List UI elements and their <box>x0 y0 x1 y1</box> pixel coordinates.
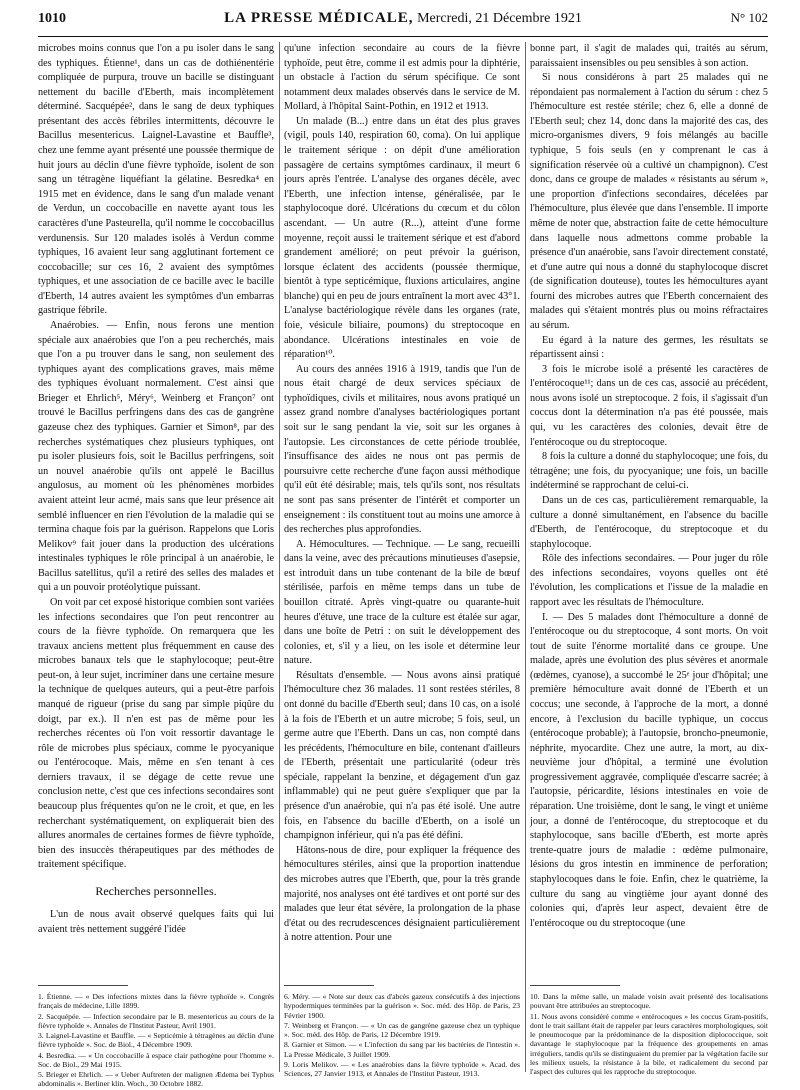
footnote-rule <box>38 985 128 986</box>
paragraph: Résultats d'ensemble. — Nous avons ainsi pratiqué l'hémoculture chez 36 malades. 11 sont restées stériles, 8 ont donné du bacille d'Eberth seul; dans 10 cas, on a isolé à la fois de l'Eberth et un autre microbe; 5 fois, seul, un germe autre que l'Eberth. Dans un cas, non compté dans les précédents, l'hémoculture en bile, contenant d'ailleurs de l'Eberth, présentait une particularité (odeur très spéciale, rappelant la benzine, et dégagement d'un gaz inflammable) qui ne peut guère s'expliquer que par la présence d'un anaérobie, qui n'a pas été isolé. Une autre fois, en l'absence du bacille d'Eberth, on a isolé un champignon inférieur, qui n'a pas été défini. <box>284 669 520 842</box>
column-2 <box>284 42 520 982</box>
footnote: 9. Loris Melikov. — « Les anaérobies dans la fièvre typhoïde ». Acad. des Sciences, 27 Janvier 1913, et Annales de l'Institut Pasteur, 1913. <box>284 1059 520 1078</box>
page-number: 1010 <box>38 11 66 26</box>
paragraph: On voit par cet exposé historique combien sont variées les infections secondaires que l'on peut rencontrer au cours de la fièvre typhoïde. On remarquera que les travaux anciens mettent plus fréquemment en cause des microbes banaux tels que le staphylocoque; peut-être peut-on, à leur sujet, incriminer dans une certaine mesure la technique de quelques auteurs, qui a peut-être parfois manqué de rigueur (prise du sang par simple piqûre du doigt, par ex.). Il n'en est pas de même pour les recherches récentes où l'on voit ressortir davantage le rôle de microbes plus spéciaux, comme le pyocyanique ou l'entérocoque. Mais, même en s'en tenant à ces derniers travaux, il se dégage de cette revue une conclusion nette, c'est que ces infections secondaires sont beaucoup plus fréquentes qu'on ne le croit, et que, en les recherchant systématiquement, on expliquerait bien des allures anormales de certaines formes de fièvre typhoïde, bien des insuccès thérapeutiques par des méthodes de traitement spécifique. <box>38 596 274 871</box>
paragraph: Rôle des infections secondaires. — Pour juger du rôle des infections secondaires, voyons quelles ont été l'évolution, les complications et l'issue de la maladie en rapport avec les résultats de l'hémoculture. <box>530 553 768 608</box>
footnote: 11. Nous avons considéré comme « entérocoques » les coccus Gram-positifs, dont le trait saillant était de rappeler par leurs caractères morphologiques, soit le pneumocoque par la prédominance de la disposition diplococcique, soit davantage le staphylocoque par la fréquence des groupements en amas irréguliers, tandis qu'ils se distinguaient du premier par la végétation facile sur les milieux usuels, la résistance à la bile, et radicalement du second par l'aspect des cultures qui les rapproche du streptocoque. <box>530 1011 768 1076</box>
paragraph: Si nous considérons à part 25 malades qui ne répondaient pas normalement à l'action du sérum : chez 5 l'hémoculture est restée stérile; chez 6, elle a donné de l'Eberth seul; chez 14, donc dans la majorité des cas, des micro-organismes divers, 9 fois mélangés au bacille typhique, 5 fois seuls (en y comprenant le cas à signification réservée où a cultivé un champignon). C'est donc, dans ce groupe de malades « résistants au sérum », une proportion d'infections secondaires, décelées par l'hémoculture, plus élevée que dans l'ensemble. Il importe même de noter que, abstraction faite de cette hémoculture dans laquelle nous admettons comme probable la présence d'un anaérobie, sans l'avoir directement constaté, et d'une autre qui nous a donné du staphylocoque discret (de signification douteuse), toutes les hémocultures ayant fourni des microbes autres que l'Eberth concernaient des malades qui s'étaient montrés plus ou moins réfractaires au sérum. <box>530 72 768 331</box>
paragraph: qu'une infection secondaire au cours de la fièvre typhoïde, peut être, comme il est admis pour la diphtérie, un obstacle à l'action du sérum spécifique. Ce sont notamment deux malades observés dans le service de M. Mollard, à l'hôpital Saint-Pothin, en 1912 et 1913. <box>284 43 520 113</box>
issue-date: Mercredi, 21 Décembre 1921 <box>417 11 582 26</box>
footnote: 3. Laignel-Lavastine et Bauffle. — « Septicémie à tétragènes au déclin d'une fièvre typhoïde ». Soc. de Biol., 4 Décembre 1909. <box>38 1031 274 1050</box>
paragraph: Un malade (B...) entre dans un état des plus graves (vigil, pouls 140, respiration 60, coma). On lui applique le traitement sérique : on dépit d'une amélioration passagère de certains symptômes cardinaux, il meurt 6 jours après l'entrée. L'analyse des organes décèle, avec l'Eberth, une infection intense, généralisée, par le staphylocoque doré. Ulcérations du cœcum et du côlon ascendant. — Un autre (R...), atteint d'une forme moyenne, reçoit aussi le traitement sérique et est d'abord grandement amélioré; on peut prévoir la guérison, lorsque éclatent des accidents (poussée thermique, bientôt à type septicémique, fluxions articulaires, angine blanche) qui en peu de jours entraînent la mort avec 43°1. L'analyse bactériologique révèle dans les organes (rate, foie, vésicule biliaire, poumons) du streptocoque en abondance. Ulcérations intestinales en voie de réparation¹⁰. <box>284 115 520 361</box>
footnote: 6. Méry. — « Note sur deux cas d'abcès gazeux consécutifs à des injections hypodermiques terminées par la guérison ». Soc. méd. des Hôp. de Paris, 23 Février 1900. <box>284 992 520 1020</box>
footnotes-column-1 <box>38 992 274 1090</box>
issue-number: N° 102 <box>730 10 768 25</box>
paragraph: Eu égard à la nature des germes, les résultats se répartissent ainsi : <box>530 334 768 361</box>
column-3 <box>530 42 768 982</box>
section-heading: Recherches personnelles. <box>95 883 217 898</box>
footnote: 4. Besredka. — « Un coccobacille à espace clair pathogène pour l'homme ». Soc. de Biol., 29 Mai 1915. <box>38 1050 274 1069</box>
footnotes-column-3 <box>530 992 768 1077</box>
paragraph: A. Hémocultures. — Technique. — Le sang, recueilli dans la veine, avec des précautions minutieuses d'asepsie, est introduit dans un tube contenant de la bile de bœuf stérilisée, parfois en même temps dans un tube de bouillon citraté. Après vingt-quatre ou quarante-huit heures d'étuve, une trace de la culture est étalée sur agar, dans une boîte de Petri : on suit le développement des colonies, et, s'il y a lieu, on les isole et détermine leur nature. <box>284 538 520 667</box>
paragraph: 3 fois le microbe isolé a présenté les caractères de l'entérocoque¹¹; dans un de ces cas, associé au précédent, nous avons isolé un streptocoque. 2 fois, il s'agissait d'un coccus dont la détermination n'a pas été poussée, mais qui, vu les caractères des colonies, devait être de l'entérocoque ou du streptocoque. <box>530 363 768 448</box>
paragraph: microbes moins connus que l'on a pu isoler dans le sang des typhiques. Étienne¹, dans un cas de dothiénentérie compliquée de purpura, trouve un bacille se distinguant nettement du bacille d'Eberth, mais incomplètement déterminé. Sacquépée², dans le sang de deux typhiques présentant des accès fébriles intermittents, découvre le Bacillus mesentericus. Laignel-Lavastine et Bauffle³, chez une femme ayant présenté une poussée thermique de huit jours au déclin d'une fièvre typhoïde, isolent de son sang un tétragène liquéfiant la gélatine. Besredka⁴ en 1915 met en évidence, dans le sang d'un malade venant de Verdun, un coccobacille en navette ayant tous les caractères d'une Pasteurella, qu'il nomme le coccobacillus verdunensis. Sur 120 malades isolés à Verdun comme typhiques, 16 avaient leur sang agglutinant fortement ce coccobacille; sur ces 16, 2 avaient des symptômes typhiques, et une association de ce bacille avec le bacille d'Eberth, 14 autres avaient les symptômes d'un embarras gastrique fébrile. <box>38 43 274 317</box>
footnote: 10. Dans la même salle, un malade voisin avait présenté des localisations pouvant être attribuées au streptocoque. <box>530 992 768 1011</box>
footnote: 7. Weinberg et Françon. — « Un cas de gangrène gazeuse chez un typhique ». Soc. méd. des Hôp. de Paris, 12 Décembre 1919. <box>284 1020 520 1039</box>
column-divider <box>525 42 526 1072</box>
paragraph: 8 fois la culture a donné du staphylocoque; une fois, du tétragène; une fois, du pyocyanique; une fois, un bacille indéterminé se rapprochant de celui-ci. <box>530 451 768 492</box>
journal-title: LA PRESSE MÉDICALE, <box>224 10 414 26</box>
page-header <box>38 10 768 37</box>
paragraph: Anaérobies. — Enfin, nous ferons une mention spéciale aux anaérobies que l'on a peu recherchés, mais que l'on a pu trouver dans le sang, non seulement des typhiques ayant des complications graves, mais même des typhiques évoluant normalement. C'est ainsi que Brieger et Ehrlich⁵, Méry⁶, Weinberg et Françon⁷ ont trouvé le Bacillus perfringens dans des cas de gangrène gazeuse chez des typhiques. Garnier et Simon⁸, par des recherches systématiques chez plusieurs typhiques, ont pu isoler plusieurs fois, soit le Bacillus perfringens, soit un nouvel anaérobie qu'ils ont appelé le Bacillus angulosus, au moment où les phénomènes morbides avaient atteint leur acmé, mais sans que leur présence ait semblé influencer en rien l'évolution de la maladie qui se termina chaque fois par la guérison. Rappelons que Loris Melikov⁹ fait jouer dans la production des ulcérations intestinales typhiques le rôle principal à un anaérobie, le Bacillus satellitus, qu'il a retiré des selles des malades et qui a un pouvoir protéolytique puissant. <box>38 319 274 594</box>
footnotes-column-2 <box>284 992 520 1079</box>
paragraph: Dans un de ces cas, particulièrement remarquable, la culture a donné simultanément, en l'absence du bacille d'Eberth, de l'entérocoque, du streptocoque et du staphylocoque. <box>530 494 768 550</box>
masthead <box>98 10 708 27</box>
footnote-rule <box>284 985 374 986</box>
footnote-rule <box>530 985 620 986</box>
paragraph: Au cours des années 1916 à 1919, tandis que l'un de nous était chargé de deux services spéciaux de typhoïdiques, civils et militaires, nous avons pratiqué un assez grand nombre d'analyses bactériologiques portant soit sur le sang pendant la vie, soit sur les organes à l'autopsie. Les circonstances de cette période troublée, l'insuffisance des aides ne nous ont pas permis de poursuivre cette recherche d'une façon aussi méthodique qu'il eût été désirable; mais, tels qu'ils sont, nos résultats ne sont pas sans présenter de l'intérêt et comporter un enseignement : ils constituent tout au moins une amorce à des recherches plus approfondies. <box>284 363 520 536</box>
footnote: 1. Étienne. — « Des infections mixtes dans la fièvre typhoïde ». Congrès français de médecine, Lille 1899. <box>38 992 274 1011</box>
paragraph: L'un de nous avait observé quelques faits qui lui avaient très nettement suggéré l'idée <box>38 909 274 935</box>
column-divider <box>279 42 280 1072</box>
paragraph: bonne part, il s'agit de malades qui, traités au sérum, paraissaient insensibles ou peu sensibles à son action. <box>530 43 768 69</box>
column-1 <box>38 42 274 982</box>
footnote: 8. Garnier et Simon. — « L'infection du sang par les bactéries de l'intestin ». La Presse Médicale, 3 Juillet 1909. <box>284 1040 520 1059</box>
footnote: 5. Brieger et Ehrlich. — « Ueber Auftreten der malignen Ædema bei Typhus abdominalis ». Berliner klin. Woch., 30 Octobre 1882. <box>38 1070 274 1089</box>
footnote: 2. Sacquépée. — Infection secondaire par le B. mesentericus au cours de la fièvre typhoïde ». Annales de l'Institut Pasteur, Avril 1901. <box>38 1011 274 1030</box>
paragraph: I. — Des 5 malades dont l'hémoculture a donné de l'entérocoque ou du streptocoque, 4 sont morts. On voit tout de suite l'énorme mortalité dans ce groupe. Une malade, après une évolution des plus sévères et anormale (œdèmes, cyanose), a succombé le 25ᵉ jour d'hôpital; une première hémoculture avait donné de l'Eberth et un coccus; une seconde, à l'approche de la mort, a donné encore, à l'exclusion du bacille typhique, un coccus (entérocoque probable); à l'autopsie, broncho-pneumonie, néphrite, myocardite. Chez une autre, la mort, au dix-neuvième jour d'hôpital, a terminé une évolution progressivement aggravée, compliquée d'escarre sacrée; à l'autopsie, péricardite, lésions intestinales en voie de réparation. Une troisième, dont le sang, le vingt et unième jour, a donné de l'entérocoque, du streptocoque et du staphylocoque, sans bacille d'Eberth, est morte après trente-quatre jours de maladie : œdème pulmonaire, lésions du gros intestin en imminence de perforation; staphylocoques dans le foie. Enfin, chez le quatrième, la culture du sang au vingtième jour ayant donné des colonies qui, d'après leur aspect, devaient être de l'entérocoque ou du streptocoque (une <box>530 611 768 929</box>
paragraph: Hâtons-nous de dire, pour expliquer la fréquence des hémocultures stériles, ainsi que la proportion inattendue des microbes autres que l'Eberth, que, pour la très grande majorité, nos analyses ont été tardives et ont porté sur des malades que leur état sévère, la prolongation de la phase d'état ou des recrudescences désignaient particulièrement à notre attention. Pour une <box>284 844 520 944</box>
